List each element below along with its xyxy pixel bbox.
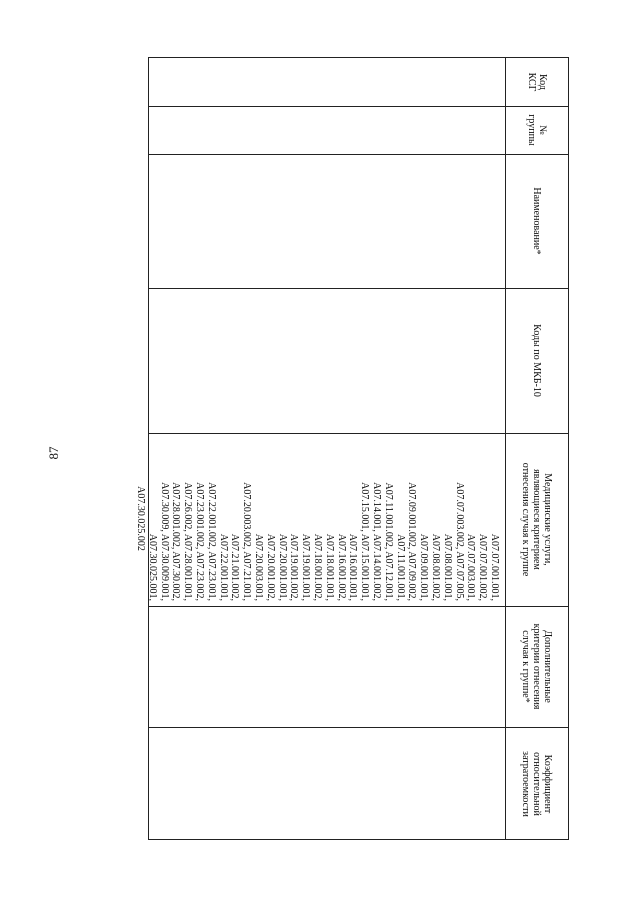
service-line: A07.11.001.001, (394, 534, 406, 601)
service-line: A07.11.001.002, A07.12.001, (382, 482, 394, 601)
service-line: A07.30.009, A07.30.009.001, (158, 482, 170, 601)
service-line: A07.15.001, A07.15.001.001, (359, 482, 371, 601)
service-line: A07.22.001.001, (217, 533, 229, 601)
service-line: A07.28.001.002, A07.30.002, (170, 482, 182, 601)
service-line: A07.19.001.001, (300, 533, 312, 601)
header-icd10-codes: Коды по МКБ-10 (531, 324, 543, 397)
header-group-number: № группы (526, 114, 548, 146)
service-line: A07.09.001.001, (418, 533, 430, 601)
service-line: A07.20.003.002, A07.21.001, (241, 482, 253, 601)
medical-services-cell (135, 436, 500, 601)
service-line: A07.20.003.001, (253, 533, 265, 601)
service-line: A07.09.001.002, A07.09.002, (406, 482, 418, 601)
service-line: A07.21.001.002, (229, 533, 241, 601)
service-line: A07.07.001.002, (477, 533, 489, 601)
service-line: A07.08.001.001, (441, 533, 453, 601)
service-line: A07.22.001.002, A07.23.001, (205, 482, 217, 601)
service-line: A07.08.001.002, (430, 533, 442, 601)
header-name: Наименование* (531, 187, 543, 255)
service-line: A07.18.001.001, (323, 533, 335, 601)
service-line: A07.14.001, A07.14.001.002, (371, 482, 383, 601)
service-line: A07.16.001.002, (335, 533, 347, 601)
service-line: A07.07.003.001, (465, 533, 477, 601)
header-additional-criteria: Дополнительные критерии отнесения случая к группе* (520, 623, 554, 710)
page-number: 87 (46, 446, 61, 460)
ksg-table (135, 57, 569, 840)
service-line: A07.07.003.002, A07.07.005, (453, 482, 465, 601)
service-line: A07.26.002, A07.28.001.001, (182, 482, 194, 601)
service-line: A07.23.001.002, A07.23.002, (194, 482, 206, 601)
service-line: A07.20.001.002, (264, 533, 276, 601)
service-line: A07.19.001.002, (288, 533, 300, 601)
header-ksg-code: Код КСГ (526, 72, 548, 92)
service-line: A07.20.001.001, (276, 533, 288, 601)
service-line: A07.30.025.001, (146, 533, 158, 601)
service-line: A07.16.001.001, (347, 533, 359, 601)
service-line: A07.07.001.001, (489, 533, 500, 601)
service-line: A07.30.025.002 (135, 486, 147, 551)
header-medical-services: Медицинские услуги, являющиеся критерием отнесения случая к группе (520, 462, 554, 577)
service-line: A07.18.001.002, (312, 533, 324, 601)
header-cost-coefficient: Коэффициент относительной затратоемкости (520, 751, 554, 817)
